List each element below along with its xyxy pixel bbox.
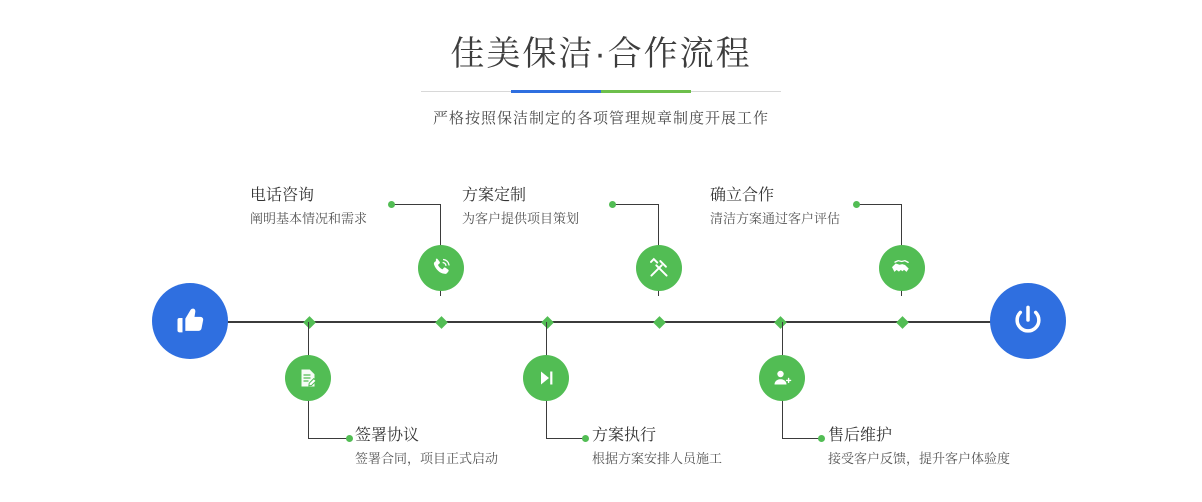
step-node-plan-execute[interactable] <box>523 355 569 401</box>
axis-marker-node-5 <box>896 316 909 329</box>
connector-6-dot <box>818 435 825 442</box>
step-desc: 根据方案安排人员施工 <box>592 451 723 466</box>
support-agent-icon <box>770 366 794 390</box>
connector-5-dot <box>853 201 860 208</box>
connector-6-horizontal <box>782 438 820 439</box>
step-title: 签署协议 <box>355 427 420 444</box>
step-title: 售后维护 <box>828 427 893 444</box>
step-node-phone-consult[interactable] <box>418 245 464 291</box>
step-node-establish-cooperation[interactable] <box>879 245 925 291</box>
connector-3-dot <box>609 201 616 208</box>
step-title: 方案执行 <box>592 427 657 444</box>
handshake-icon <box>889 255 915 281</box>
plan-tools-icon <box>646 255 672 281</box>
step-desc: 清洁方案通过客户评估 <box>710 211 841 226</box>
play-forward-icon <box>534 366 558 390</box>
step-label-sign-agreement <box>355 425 498 469</box>
connector-4-horizontal <box>546 438 584 439</box>
step-desc: 签署合同，项目正式启动 <box>355 451 499 466</box>
step-label-after-sales <box>828 425 1010 469</box>
step-label-plan-execute <box>592 425 722 469</box>
step-title: 确立合作 <box>710 187 775 204</box>
axis-marker-node-3 <box>653 316 666 329</box>
connector-5-horizontal <box>856 204 902 205</box>
connector-1-dot <box>388 201 395 208</box>
thumbs-up-icon <box>170 301 210 341</box>
axis-marker-node-2 <box>541 316 554 329</box>
connector-2-dot <box>346 435 353 442</box>
step-node-sign-agreement[interactable] <box>285 355 331 401</box>
phone-call-icon <box>428 255 454 281</box>
timeline-end-endpoint <box>990 283 1066 359</box>
step-label-establish-cooperation <box>710 185 840 229</box>
step-desc: 接受客户反馈，提升客户体验度 <box>828 451 1011 466</box>
document-edit-icon <box>296 366 320 390</box>
page-subtitle: 严格按照保洁制定的各项管理规章制度开展工作 <box>432 110 769 127</box>
power-icon <box>1007 300 1049 342</box>
connector-2-horizontal <box>308 438 350 439</box>
step-label-plan-customize <box>462 185 579 229</box>
axis-marker-node-1 <box>435 316 448 329</box>
connector-1-horizontal <box>391 204 441 205</box>
axis-marker-1 <box>303 316 316 329</box>
timeline-start-endpoint <box>152 283 228 359</box>
step-node-plan-customize[interactable] <box>636 245 682 291</box>
step-label-phone-consult <box>250 185 367 229</box>
connector-4-dot <box>582 435 589 442</box>
step-desc: 阐明基本情况和需求 <box>250 211 368 226</box>
step-desc: 为客户提供项目策划 <box>462 211 580 226</box>
page-title: 佳美保洁·合作流程 <box>450 35 752 73</box>
step-node-after-sales[interactable] <box>759 355 805 401</box>
step-title: 电话咨询 <box>250 187 315 204</box>
axis-marker-node-4 <box>774 316 787 329</box>
connector-3-horizontal <box>612 204 659 205</box>
step-title: 方案定制 <box>462 187 527 204</box>
